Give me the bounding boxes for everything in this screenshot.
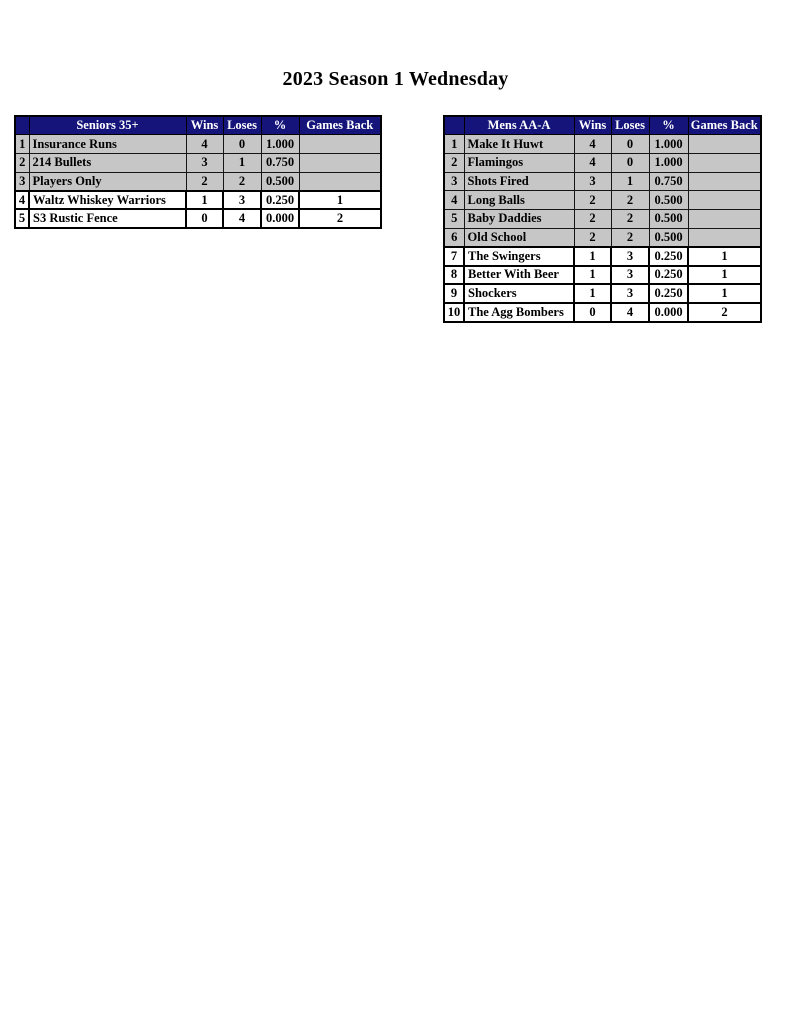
loses-cell: 2: [611, 191, 649, 210]
rank-cell: 10: [444, 303, 464, 322]
rank-cell: 8: [444, 266, 464, 285]
loses-cell: 1: [611, 172, 649, 191]
pct-cell: 1.000: [261, 135, 299, 154]
rank-cell: 2: [15, 153, 29, 172]
team-name-cell: Players Only: [29, 172, 186, 191]
games-back-cell: 2: [299, 209, 381, 228]
pct-cell: 0.250: [649, 266, 688, 285]
team-name-cell: Shockers: [464, 284, 574, 303]
wins-column-header: Wins: [186, 116, 223, 135]
table-row: [444, 266, 761, 285]
pct-cell: 0.000: [649, 303, 688, 322]
team-name-cell: Insurance Runs: [29, 135, 186, 154]
seniors-35-standings-table: [14, 115, 382, 229]
loses-cell: 4: [611, 303, 649, 322]
page-title: 2023 Season 1 Wednesday: [282, 68, 509, 90]
division-name-header: Seniors 35+: [29, 116, 186, 135]
games-back-column-header: Games Back: [688, 116, 761, 135]
rank-cell: 2: [444, 153, 464, 172]
rank-cell: 7: [444, 247, 464, 266]
pct-cell: 0.750: [261, 153, 299, 172]
loses-cell: 2: [611, 209, 649, 228]
loses-cell: 3: [611, 247, 649, 266]
pct-column-header: %: [649, 116, 688, 135]
loses-column-header: Loses: [223, 116, 261, 135]
rank-cell: 5: [444, 209, 464, 228]
table-row: [444, 191, 761, 210]
team-name-cell: Baby Daddies: [464, 209, 574, 228]
wins-cell: 1: [574, 247, 611, 266]
wins-cell: 4: [574, 135, 611, 154]
loses-cell: 0: [611, 153, 649, 172]
table-header-row: [15, 116, 381, 135]
games-back-cell: 2: [688, 303, 761, 322]
games-back-cell: [299, 153, 381, 172]
wins-cell: 3: [186, 153, 223, 172]
team-name-cell: Make It Huwt: [464, 135, 574, 154]
wins-cell: 3: [574, 172, 611, 191]
games-back-column-header: Games Back: [299, 116, 381, 135]
rank-column-header: [444, 116, 464, 135]
pct-cell: 0.750: [649, 172, 688, 191]
rank-cell: 6: [444, 228, 464, 247]
table-row: [444, 135, 761, 154]
games-back-cell: 1: [688, 266, 761, 285]
team-name-cell: Flamingos: [464, 153, 574, 172]
table-row: [15, 153, 381, 172]
loses-column-header: Loses: [611, 116, 649, 135]
rank-cell: 4: [444, 191, 464, 210]
pct-cell: 0.500: [261, 172, 299, 191]
wins-cell: 2: [574, 191, 611, 210]
table-row: [444, 303, 761, 322]
team-name-cell: Long Balls: [464, 191, 574, 210]
table-row: [444, 153, 761, 172]
rank-cell: 9: [444, 284, 464, 303]
games-back-cell: [688, 135, 761, 154]
loses-cell: 3: [611, 284, 649, 303]
wins-column-header: Wins: [574, 116, 611, 135]
rank-cell: 1: [444, 135, 464, 154]
wins-cell: 2: [186, 172, 223, 191]
loses-cell: 0: [611, 135, 649, 154]
loses-cell: 3: [611, 266, 649, 285]
team-name-cell: Waltz Whiskey Warriors: [29, 191, 186, 210]
pct-cell: 0.500: [649, 228, 688, 247]
wins-cell: 1: [186, 191, 223, 210]
wins-cell: 0: [186, 209, 223, 228]
pct-cell: 0.250: [649, 284, 688, 303]
loses-cell: 2: [223, 172, 261, 191]
games-back-cell: 1: [299, 191, 381, 210]
wins-cell: 1: [574, 284, 611, 303]
table-row: [444, 209, 761, 228]
games-back-cell: [299, 172, 381, 191]
games-back-cell: [299, 135, 381, 154]
table-row: [15, 135, 381, 154]
rank-column-header: [15, 116, 29, 135]
wins-cell: 4: [574, 153, 611, 172]
team-name-cell: Old School: [464, 228, 574, 247]
team-name-cell: 214 Bullets: [29, 153, 186, 172]
pct-cell: 1.000: [649, 135, 688, 154]
wins-cell: 2: [574, 228, 611, 247]
loses-cell: 3: [223, 191, 261, 210]
loses-cell: 4: [223, 209, 261, 228]
rank-cell: 4: [15, 191, 29, 210]
table-row: [444, 284, 761, 303]
division-name-header: Mens AA-A: [464, 116, 574, 135]
pct-column-header: %: [261, 116, 299, 135]
games-back-cell: [688, 228, 761, 247]
table-row: [444, 228, 761, 247]
pct-cell: 0.000: [261, 209, 299, 228]
table-row: [15, 209, 381, 228]
wins-cell: 2: [574, 209, 611, 228]
pct-cell: 1.000: [649, 153, 688, 172]
table-header-row: [444, 116, 761, 135]
games-back-cell: [688, 191, 761, 210]
rank-cell: 5: [15, 209, 29, 228]
team-name-cell: Shots Fired: [464, 172, 574, 191]
games-back-cell: 1: [688, 247, 761, 266]
loses-cell: 0: [223, 135, 261, 154]
loses-cell: 2: [611, 228, 649, 247]
wins-cell: 0: [574, 303, 611, 322]
games-back-cell: [688, 172, 761, 191]
pct-cell: 0.250: [649, 247, 688, 266]
team-name-cell: The Agg Bombers: [464, 303, 574, 322]
loses-cell: 1: [223, 153, 261, 172]
team-name-cell: S3 Rustic Fence: [29, 209, 186, 228]
wins-cell: 4: [186, 135, 223, 154]
games-back-cell: 1: [688, 284, 761, 303]
team-name-cell: The Swingers: [464, 247, 574, 266]
table-row: [15, 172, 381, 191]
mens-aa-a-standings-table: [443, 115, 762, 323]
pct-cell: 0.250: [261, 191, 299, 210]
pct-cell: 0.500: [649, 209, 688, 228]
wins-cell: 1: [574, 266, 611, 285]
games-back-cell: [688, 209, 761, 228]
rank-cell: 3: [444, 172, 464, 191]
rank-cell: 3: [15, 172, 29, 191]
rank-cell: 1: [15, 135, 29, 154]
pct-cell: 0.500: [649, 191, 688, 210]
team-name-cell: Better With Beer: [464, 266, 574, 285]
games-back-cell: [688, 153, 761, 172]
table-row: [444, 172, 761, 191]
table-row: [444, 247, 761, 266]
table-row: [15, 191, 381, 210]
